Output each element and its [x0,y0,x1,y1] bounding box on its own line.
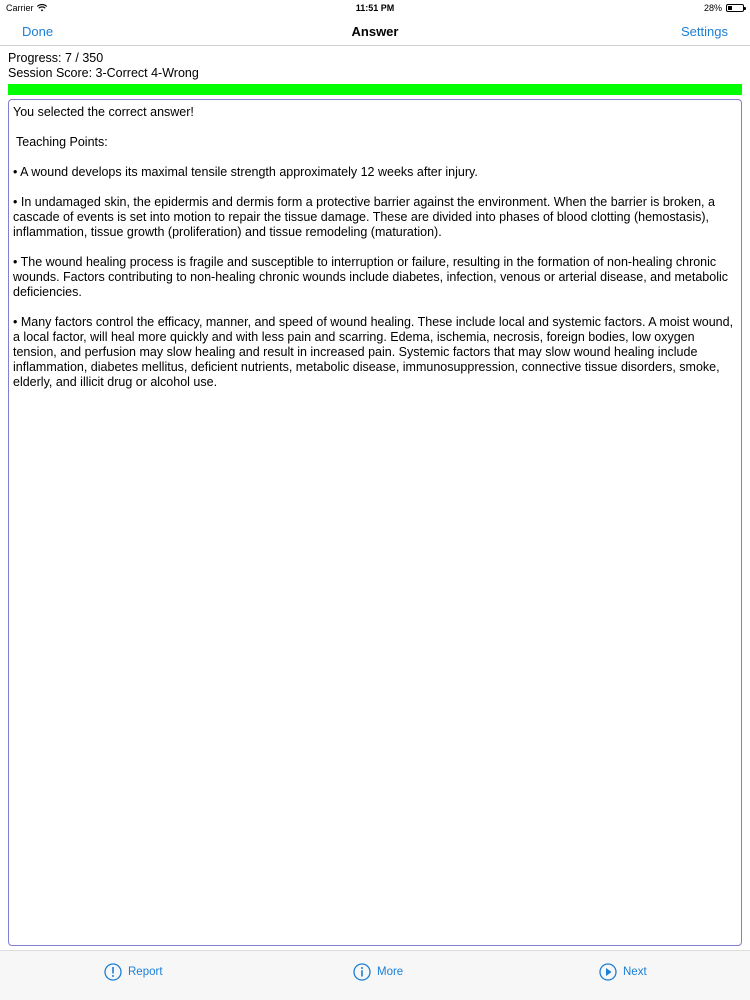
answer-result: You selected the correct answer! [13,105,194,119]
exclamation-circle-icon [104,963,122,981]
next-button[interactable] [599,963,647,981]
settings-button[interactable]: Settings [681,24,728,39]
progress-label: Progress: 7 / 350 [8,51,104,65]
clock: 11:51 PM [355,3,395,13]
battery-percent: 28% [703,3,722,13]
bottom-toolbar [0,950,750,1000]
more-label: More [377,966,404,978]
play-circle-icon [599,963,617,981]
navigation-bar [0,16,750,46]
done-button[interactable]: Done [22,24,54,39]
battery-icon [726,4,744,12]
battery-info [704,3,744,13]
teaching-point: • A wound develops its maximal tensile strength approximately 12 weeks after injury. [13,165,478,179]
answer-text-view[interactable] [8,99,742,946]
teaching-point: • In undamaged skin, the epidermis and dermis form a protective barrier against the environment. When the barrier is broken, a cascade of events is set into motion to repair the tissue damage. These are divided into phases of blood clotting (hemostasis), inflammation, tissue growth (proliferation) and tissue remodeling (maturation). [13,195,715,239]
info-circle-icon [353,963,371,981]
report-button[interactable] [104,963,163,981]
more-button[interactable] [353,963,403,981]
next-label: Next [623,966,647,978]
status-bar [0,0,750,16]
progress-info [8,51,199,81]
page-title: Answer [351,24,399,39]
teaching-points-heading: Teaching Points: [16,135,108,149]
report-label: Report [128,966,163,978]
teaching-point: • The wound healing process is fragile and susceptible to interruption or failure, resulting in the formation of non-healing chronic wounds. Factors contributing to non-healing chronic wounds include diabetes, infection, venous or arterial disease, and metabolic deficiencies. [13,255,729,299]
battery-fill [728,6,732,10]
progress-bar [8,84,742,95]
carrier-label: Carrier [6,3,34,13]
session-score: Session Score: 3-Correct 4-Wrong [8,66,199,80]
progress-bar-fill [8,84,742,95]
teaching-point: • Many factors control the efficacy, manner, and speed of wound healing. These include local and systemic factors. A moist wound, a local factor, will heal more quickly and with less pain and scarring. Edema, ischemia, necrosis, foreign bodies, low oxygen tension, and perfusion may slow healing and result in increased pain. Systemic factors that may slow wound healing include inflammation, diabetes mellitus, deficient nutrients, metabolic disease, immunosuppression, connective tissue disorders, smoke, elderly, and illicit drug or alcohol use. [13,315,734,389]
